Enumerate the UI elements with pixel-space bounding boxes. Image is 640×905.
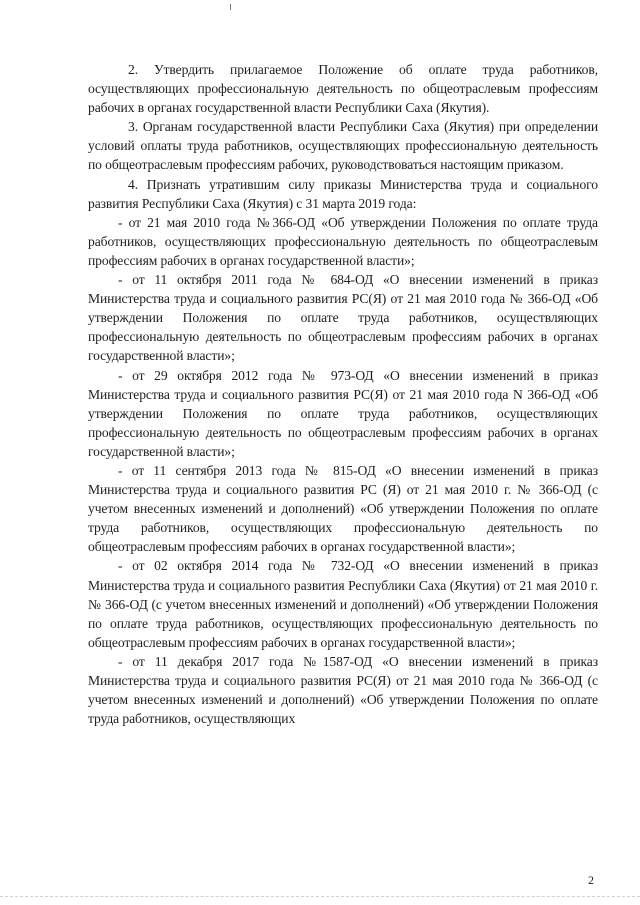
document-page: [88, 60, 598, 728]
repealed-order-item: - от 21 мая 2010 года №366-ОД «Об утверждении Положения по оплате труда работников, осуществляющих профессиональную деятельность по общеотраслевым профессиям рабочих в органах государственной власти»;: [88, 214, 598, 268]
paragraph-approve-regulation: 2. Утвердить прилагаемое Положение об оплате труда работников, осуществляющих профессиональную деятельность по общеотраслевым профессиям рабочих в органах государственной власти Республики Саха (Якутия).: [88, 62, 598, 116]
repealed-order-item: - от 11 октября 2011 года № 684-ОД «О внесении изменений в приказ Министерства труда и социального развития РС(Я) от 21 мая 2010 года № 366-ОД «Об утверждении Положения по оплате труда работников, осуществляющих профессиональную деятельность по общеотраслевым профессиям рабочих в органах государственной власти»;: [88, 272, 598, 364]
paragraph-state-bodies-guidance: 3. Органам государственной власти Республики Саха (Якутия) при определении условий оплаты труда работников, осуществляющих профессиональную деятельность по общеотраслевым профессиям рабочих, руководствоваться настоящим приказом.: [88, 119, 598, 173]
repealed-order-item: - от 11 декабря 2017 года №1587-ОД «О внесении изменений в приказ Министерства труда и социального развития РС(Я) от 21 мая 2010 года № 366-ОД (с учетом внесенных изменений и дополнений) «Об утверждении Положения по оплате труда работников, осуществляющих: [88, 653, 598, 727]
scan-mark: [230, 4, 231, 10]
scan-edge-artifact: [0, 896, 640, 905]
page-number: 2: [588, 873, 594, 887]
paragraph-repeal-orders: 4. Признать утратившим силу приказы Министерства труда и социального развития Республики Саха (Якутия) с 31 марта 2019 года:: [88, 176, 598, 211]
repealed-order-item: - от 11 сентября 2013 года № 815-ОД «О внесении изменений в приказ Министерства труда и социального развития РС (Я) от 21 мая 2010 г. № 366-ОД (с учетом внесенных изменений и дополнений) «Об утверждении Положения по оплате труда работников, осуществляющих профессиональную деятельность по общеотраслевым профессиям рабочих в органах государственной власти»;: [88, 462, 598, 555]
repealed-order-item: - от 02 октября 2014 года № 732-ОД «О внесении изменений в приказ Министерства труда и социального развития Республики Саха (Якутия) от 21 мая 2010 г. № 366-ОД (с учетом внесенных изменений и дополнений) «Об утверждении Положения по оплате труда работников, осуществляющих профессиональную деятельность по общеотраслевым профессиям рабочих в органах государственной власти»;: [88, 558, 598, 650]
repealed-order-item: - от 29 октября 2012 года № 973-ОД «О внесении изменений в приказ Министерства труда и социального развития РС(Я) от 21 мая 2010 года N 366-ОД «Об утверждении Положения по оплате труда работников, осуществляющих профессиональную деятельность по общеотраслевым профессиям рабочих в органах государственной власти»;: [88, 367, 598, 459]
